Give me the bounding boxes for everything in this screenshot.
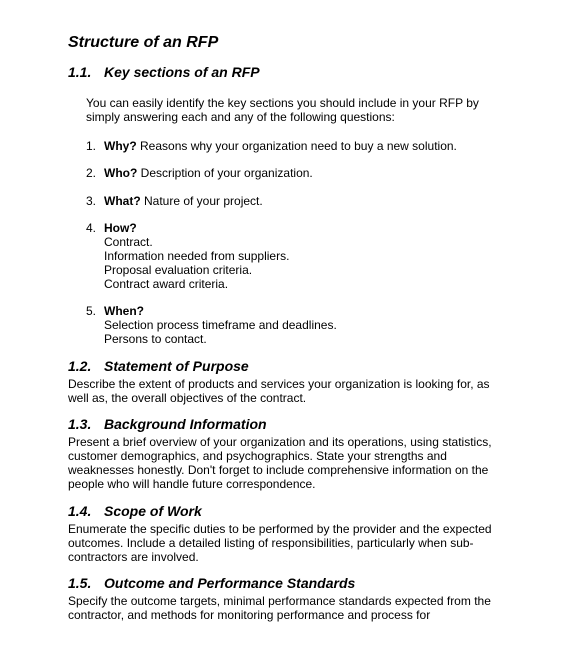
question-label: When?	[104, 304, 144, 318]
section-title: Outcome and Performance Standards	[104, 575, 356, 591]
background-information-text	[68, 435, 492, 491]
sub-item: Contract.	[104, 235, 153, 249]
section-title: Scope of Work	[104, 503, 202, 519]
list-number: 4.	[86, 221, 97, 235]
document-title: Structure of an RFP	[68, 34, 219, 51]
question-text: Nature of your project.	[140, 194, 263, 208]
paragraph-line: Describe the extent of products and services your organization is looking for, as	[68, 377, 490, 391]
paragraph-line: weaknesses honestly. Don't forget to include comprehensive information on the	[68, 463, 489, 477]
sub-item: Proposal evaluation criteria.	[104, 263, 253, 277]
section-heading-outcome-performance	[68, 575, 355, 591]
question-label: What?	[104, 194, 141, 208]
section-number: 1.4.	[68, 503, 92, 519]
sub-item: Selection process timeframe and deadlines.	[104, 318, 337, 332]
section-heading-key-sections	[68, 64, 260, 80]
list-number: 1.	[86, 139, 97, 153]
paragraph-line: customer demographics, and psychographics. State your strengths and	[68, 449, 447, 463]
scope-of-work-text	[68, 522, 492, 564]
sub-item: Information needed from suppliers.	[104, 249, 290, 263]
list-number: 3.	[86, 194, 97, 208]
question-label: How?	[104, 221, 137, 235]
sub-item: Persons to contact.	[104, 332, 207, 346]
intro-line: You can easily identify the key sections you should include in your RFP by	[86, 96, 479, 110]
section-title: Background Information	[104, 416, 267, 432]
paragraph-line: Specify the outcome targets, minimal performance standards expected from the	[68, 594, 491, 608]
section-title: Statement of Purpose	[104, 358, 249, 374]
section-heading-scope-of-work	[68, 503, 202, 519]
intro-line: simply answering each and any of the following questions:	[86, 110, 395, 124]
section-number: 1.5.	[68, 575, 92, 591]
question-text: Description of your organization.	[137, 166, 313, 180]
section-heading-background-information	[68, 416, 267, 432]
section-number: 1.1.	[68, 64, 92, 80]
outcome-performance-text	[68, 594, 491, 622]
paragraph-line: well as, the overall objectives of the contract.	[68, 391, 307, 405]
paragraph-line: Enumerate the specific duties to be performed by the provider and the expected	[68, 522, 492, 536]
paragraph-line: people who will handle future correspondence.	[68, 477, 316, 491]
question-label: Why?	[104, 139, 137, 153]
list-number: 2.	[86, 166, 97, 180]
section-number: 1.3.	[68, 416, 92, 432]
list-number: 5.	[86, 304, 97, 318]
paragraph-line: outcomes. Include a detailed listing of responsibilities, particularly when sub-	[68, 536, 474, 550]
paragraph-line: contractor, and methods for monitoring performance and process for	[68, 608, 431, 622]
section-title: Key sections of an RFP	[104, 64, 260, 80]
statement-of-purpose-text	[68, 377, 490, 405]
paragraph-line: Present a brief overview of your organization and its operations, using statistics,	[68, 435, 492, 449]
question-text: Reasons why your organization need to buy a new solution.	[136, 139, 457, 153]
question-label: Who?	[104, 166, 138, 180]
key-sections-intro	[86, 96, 479, 124]
paragraph-line: contractors are involved.	[68, 550, 199, 564]
section-number: 1.2.	[68, 358, 92, 374]
section-heading-statement-of-purpose	[68, 358, 249, 374]
sub-item: Contract award criteria.	[104, 277, 229, 291]
